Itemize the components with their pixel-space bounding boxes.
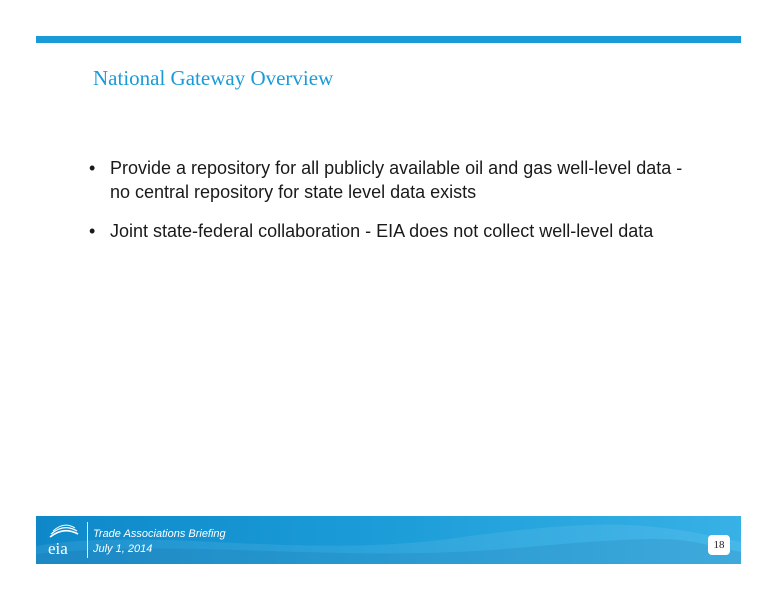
bullet-marker: •	[89, 221, 96, 241]
eia-logo-icon	[44, 520, 84, 560]
logo-wordmark: eia	[48, 539, 68, 558]
bullet-item	[86, 219, 706, 243]
footer-date: July 1, 2014	[93, 543, 153, 555]
slide-title: National Gateway Overview	[93, 66, 334, 90]
footer-bar	[36, 516, 741, 564]
bullet-list	[86, 156, 706, 258]
bullet-text: Provide a repository for all publicly available oil and gas well-level data - no central repository for state level data exists	[110, 158, 683, 202]
top-accent-rule	[36, 36, 741, 43]
page-number: 18	[708, 535, 730, 555]
bullet-text: Joint state-federal collaboration - EIA does not collect well-level data	[110, 221, 654, 241]
footer-divider	[87, 522, 88, 558]
footer-wave-decoration	[36, 516, 741, 564]
footer-event-title: Trade Associations Briefing	[93, 528, 226, 540]
bullet-item	[86, 156, 706, 204]
bullet-marker: •	[89, 158, 96, 178]
